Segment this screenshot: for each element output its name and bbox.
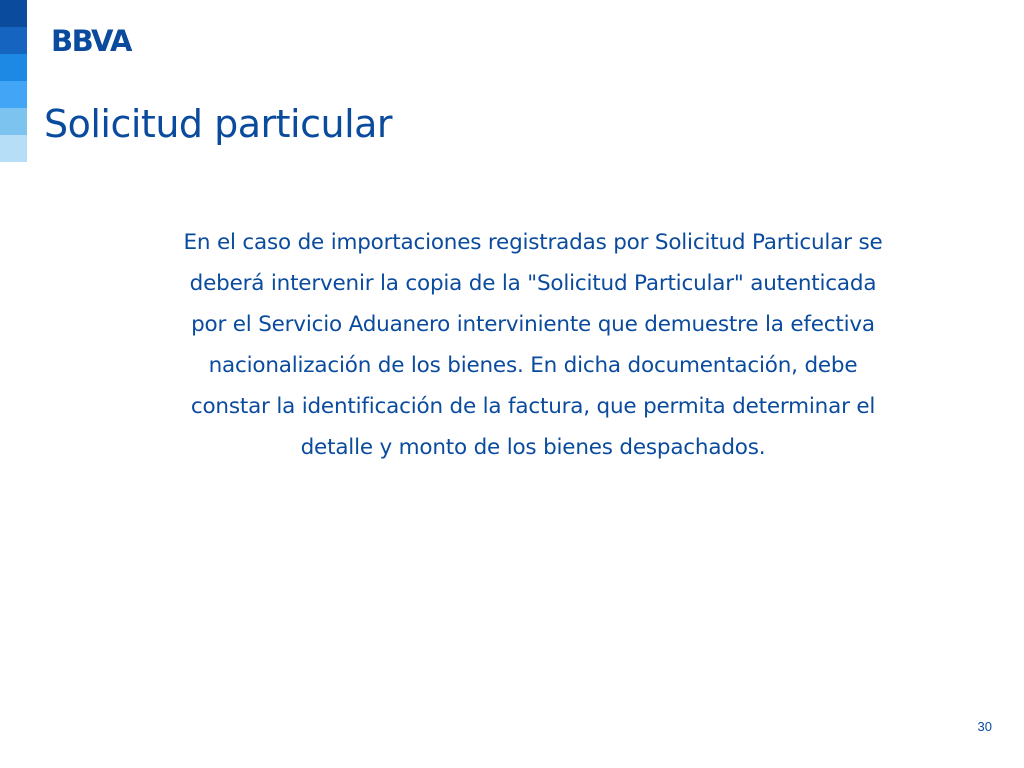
- color-bar: [0, 0, 27, 27]
- page-number: 30: [977, 719, 992, 734]
- slide-body-text: En el caso de importaciones registradas por Solicitud Particular se deberá intervenir la copia de la "Solicitud Particular" autenticada por el Servicio Aduanero interviniente que demuestre la efectiva nacionalización de los bienes. En dicha documentación, debe constar la identificación de la factura, que permita determinar el detalle y monto de los bienes despachados.: [183, 230, 883, 460]
- color-bar: [0, 27, 27, 54]
- bbva-logo: BBVA: [51, 24, 131, 58]
- slide-title: Solicitud particular: [44, 102, 393, 146]
- color-bar: [0, 135, 27, 162]
- brand-color-bars: [0, 0, 27, 164]
- color-bar: [0, 54, 27, 81]
- color-bar: [0, 81, 27, 108]
- color-bar: [0, 108, 27, 135]
